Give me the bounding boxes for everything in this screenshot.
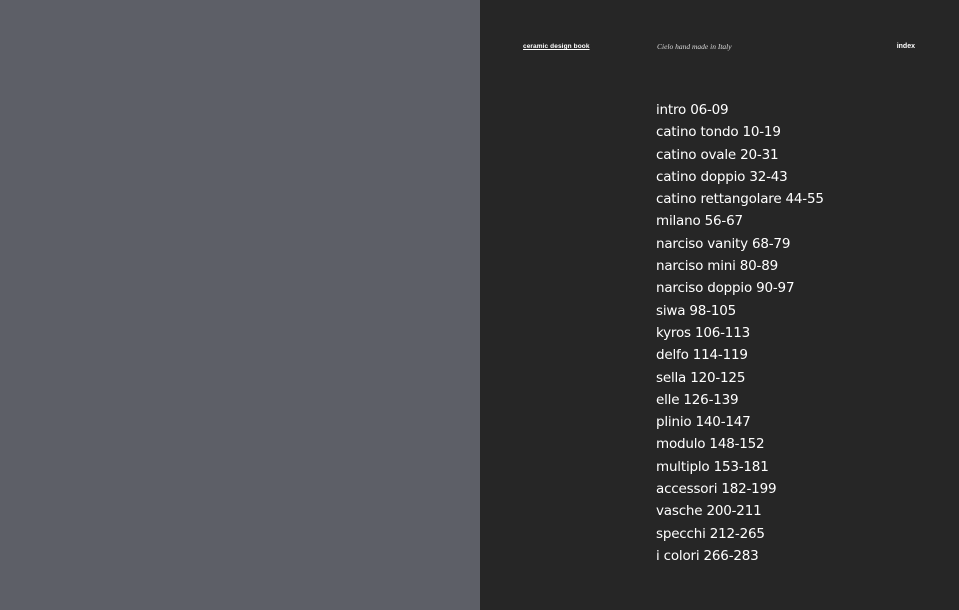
index-entry[interactable]: delfo 114-119 — [656, 347, 748, 364]
brand-tagline: Cielo hand made in Italy — [657, 42, 732, 51]
index-entry[interactable]: modulo 148-152 — [656, 436, 765, 453]
index-entry[interactable]: catino rettangolare 44-55 — [656, 191, 824, 208]
book-title-link[interactable]: ceramic design book — [523, 43, 590, 50]
index-entry[interactable]: catino doppio 32-43 — [656, 168, 788, 185]
index-entry[interactable]: narciso doppio 90-97 — [656, 280, 795, 297]
index-entry[interactable]: catino tondo 10-19 — [656, 124, 781, 141]
index-entry[interactable]: sella 120-125 — [656, 369, 746, 386]
index-entry[interactable]: plinio 140-147 — [656, 414, 751, 431]
index-entry[interactable]: milano 56-67 — [656, 213, 743, 230]
index-entry[interactable]: narciso mini 80-89 — [656, 258, 778, 275]
index-list — [656, 99, 824, 567]
index-entry[interactable]: elle 126-139 — [656, 391, 739, 408]
section-label: index — [896, 43, 915, 50]
index-entry[interactable]: kyros 106-113 — [656, 324, 750, 341]
index-entry[interactable]: specchi 212-265 — [656, 525, 765, 542]
index-entry[interactable]: multiplo 153-181 — [656, 458, 769, 475]
index-entry[interactable]: narciso vanity 68-79 — [656, 235, 791, 252]
index-entry[interactable]: accessori 182-199 — [656, 481, 777, 498]
right-page-panel — [480, 0, 959, 610]
index-entry[interactable]: siwa 98-105 — [656, 302, 737, 319]
index-entry[interactable]: i colori 266-283 — [656, 547, 759, 564]
index-entry[interactable]: catino ovale 20-31 — [656, 146, 779, 163]
index-entry[interactable]: intro 06-09 — [656, 102, 729, 118]
index-entry[interactable]: vasche 200-211 — [656, 503, 762, 520]
